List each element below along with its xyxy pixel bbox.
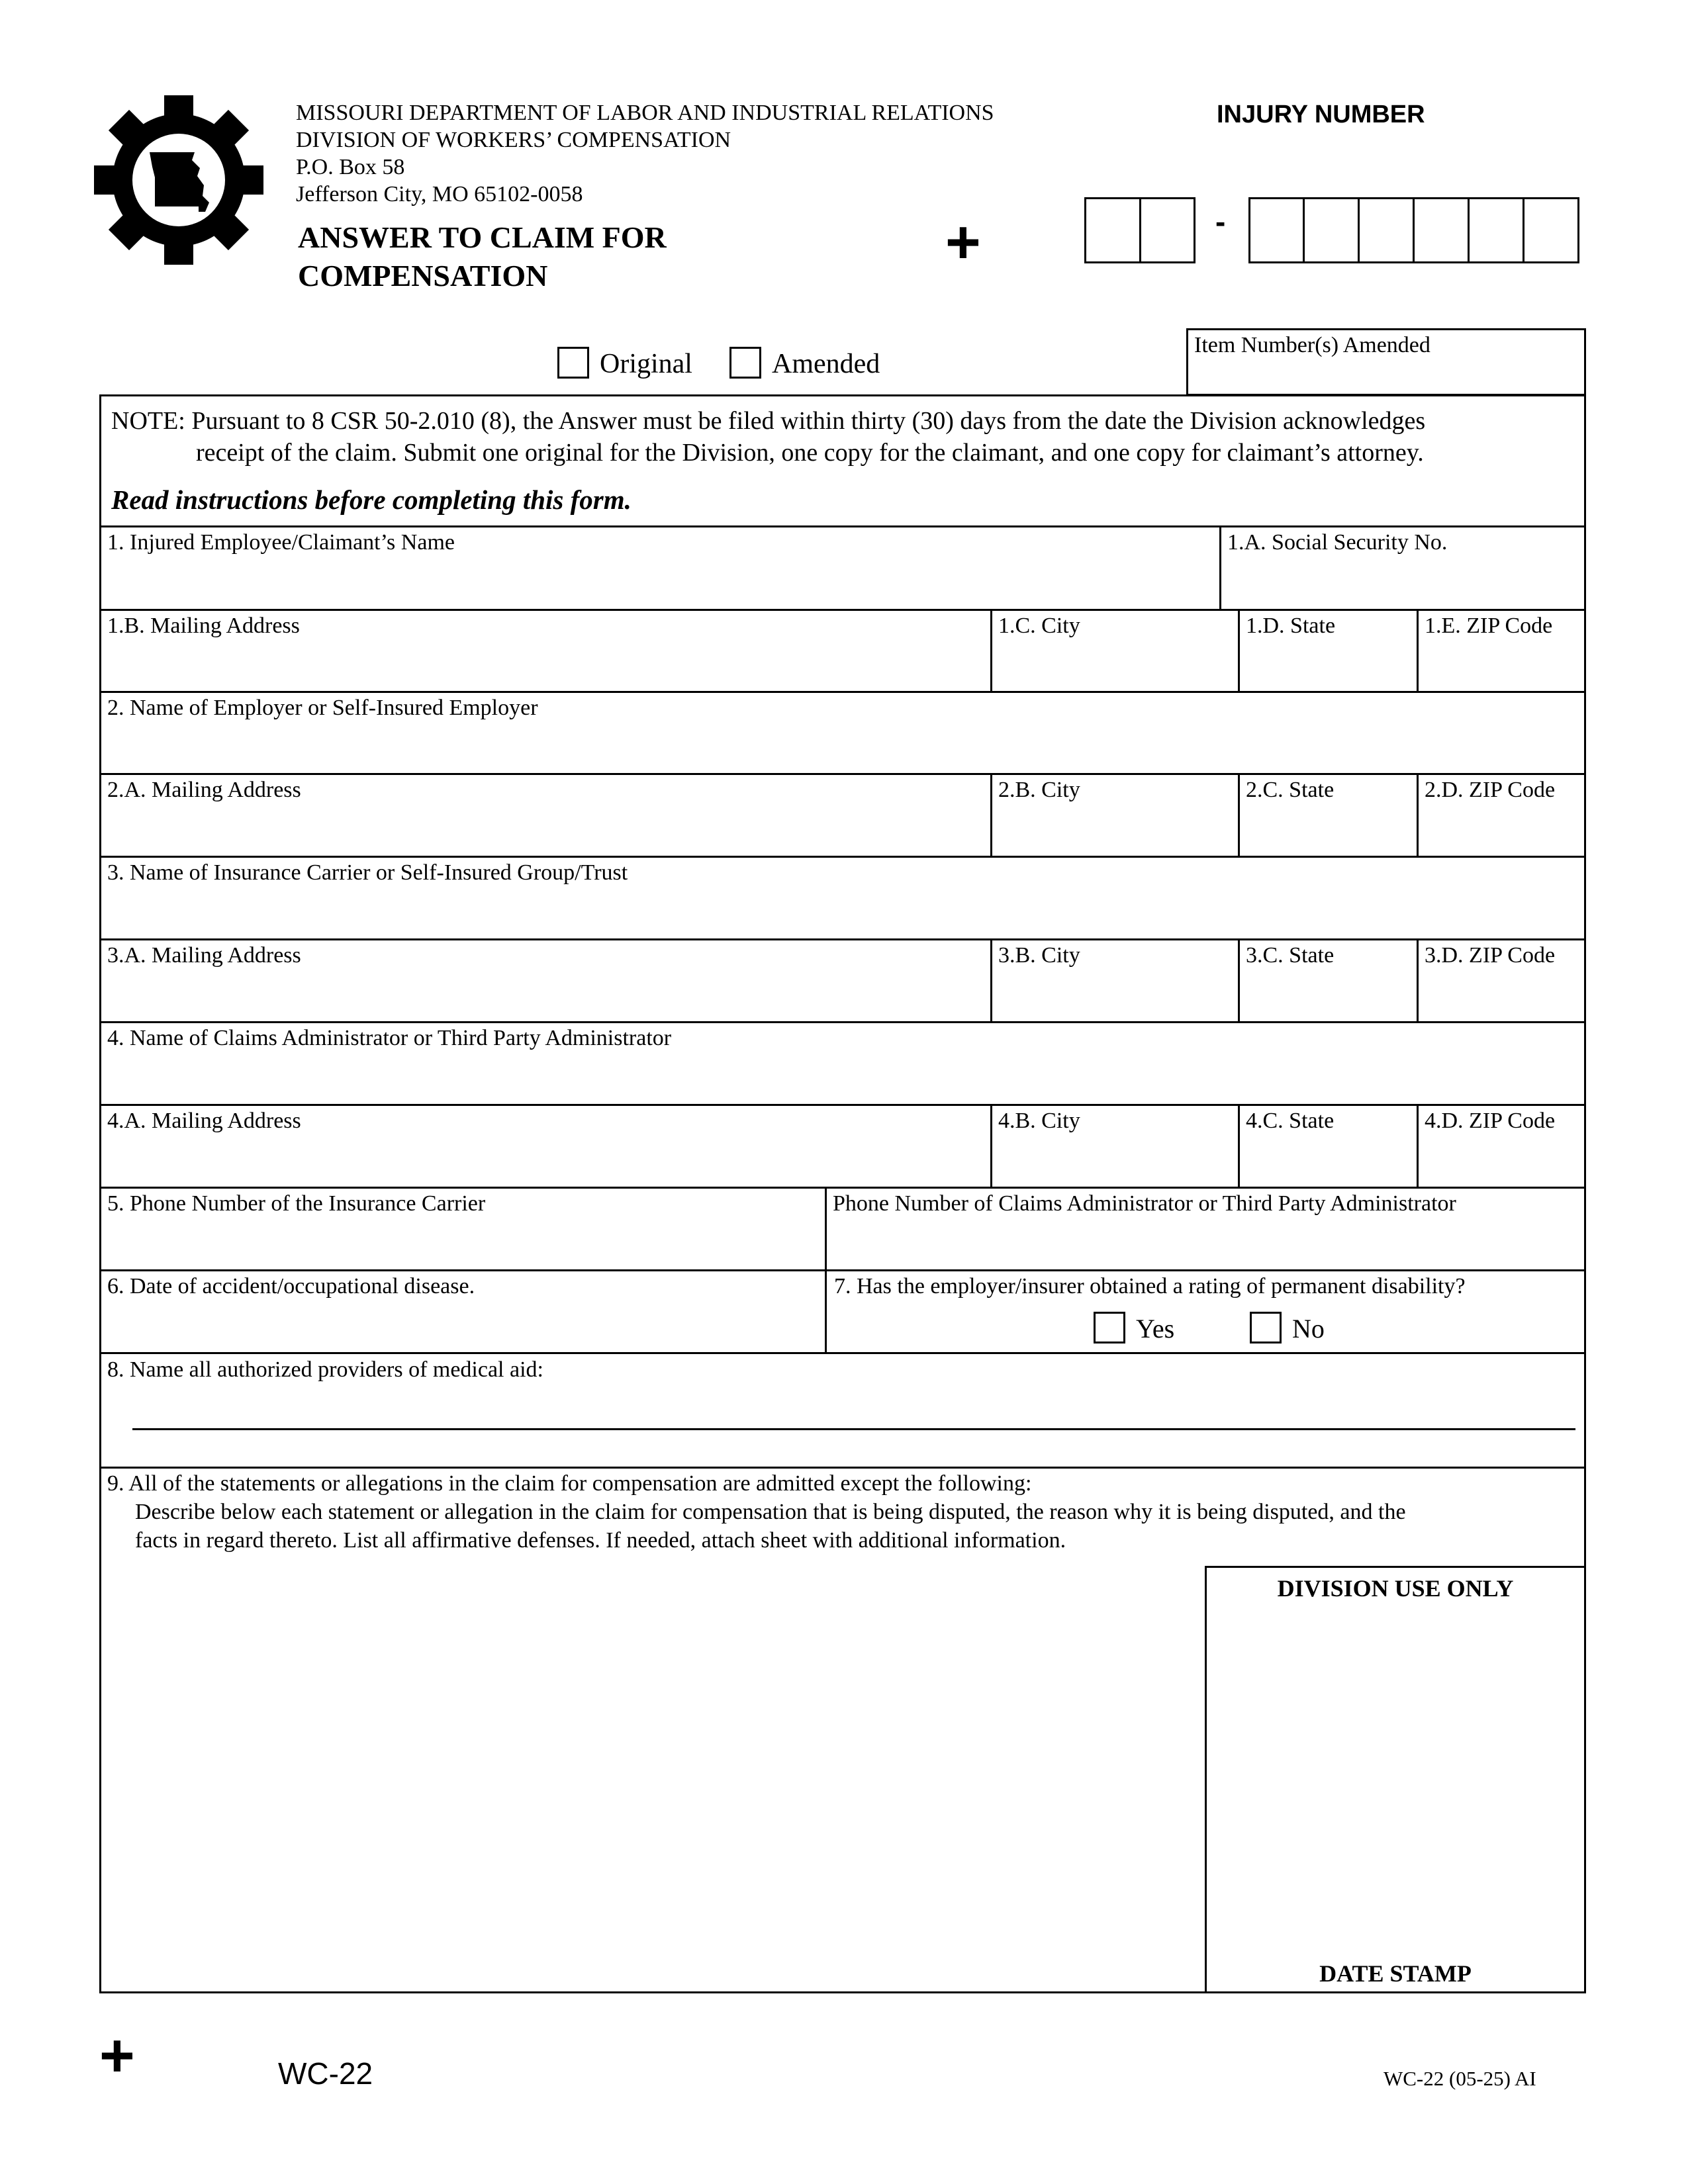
injury-number-label: INJURY NUMBER <box>1217 101 1425 128</box>
department-name: MISSOURI DEPARTMENT OF LABOR AND INDUSTRIAL RELATIONS <box>296 101 994 125</box>
instructions-note: Read instructions before completing this form. <box>111 484 632 515</box>
disability-rating-no-label: No <box>1292 1314 1325 1343</box>
medical-providers-line <box>132 1428 1575 1430</box>
disputed-statements-line1: 9. All of the statements or allegations in the claim for compensation are admitted except the following: <box>107 1471 1032 1496</box>
note-line2: receipt of the claim. Submit one original for the Division, one copy for the claimant, and one copy for claimant’s attorney. <box>196 439 1424 467</box>
date-stamp-label: DATE STAMP <box>1319 1960 1472 1987</box>
disability-rating-yes-checkbox[interactable] <box>1094 1312 1125 1343</box>
disputed-statements-line3: facts in regard thereto. List all affirmative defenses. If needed, attach sheet with additional information. <box>135 1528 1066 1553</box>
ssn-label: 1.A. Social Security No. <box>1227 530 1448 555</box>
carrier-mailing-address-label: 3.A. Mailing Address <box>107 943 301 968</box>
amended-label: Amended <box>772 349 880 379</box>
missouri-gear-seal-icon <box>93 94 265 266</box>
form-revision: WC-22 (05-25) AI <box>1383 2067 1536 2090</box>
division-use-box <box>1205 1566 1586 1993</box>
carrier-city-label: 3.B. City <box>998 943 1080 968</box>
medical-providers-field[interactable] <box>132 1390 1575 1430</box>
disability-rating-no-checkbox[interactable] <box>1250 1312 1282 1343</box>
carrier-state-label: 3.C. State <box>1246 943 1335 968</box>
carrier-zip-label: 3.D. ZIP Code <box>1425 943 1556 968</box>
claimant-zip-label: 1.E. ZIP Code <box>1425 614 1553 638</box>
insurance-carrier-name-label: 3. Name of Insurance Carrier or Self-Insured Group/Trust <box>107 860 628 885</box>
form-title-line1: ANSWER TO CLAIM FOR <box>298 220 667 254</box>
original-checkbox[interactable] <box>557 347 589 379</box>
item-numbers-amended-label: Item Number(s) Amended <box>1194 333 1430 357</box>
registration-mark-top: + <box>945 208 981 276</box>
disputed-statements-line2: Describe below each statement or allegation in the claim for compensation that is being disputed, the reason why it is being disputed, and the <box>135 1500 1406 1524</box>
division-use-title: DIVISION USE ONLY <box>1277 1575 1514 1602</box>
employer-city-label: 2.B. City <box>998 778 1080 802</box>
employer-name-label: 2. Name of Employer or Self-Insured Employer <box>107 696 538 720</box>
original-label: Original <box>600 349 692 379</box>
city-line: Jefferson City, MO 65102-0058 <box>296 182 583 206</box>
disability-rating-question: 7. Has the employer/insurer obtained a rating of permanent disability? <box>834 1274 1466 1298</box>
claims-administrator-name-label: 4. Name of Claims Administrator or Third Party Administrator <box>107 1026 672 1050</box>
carrier-phone-label: 5. Phone Number of the Insurance Carrier <box>107 1191 486 1216</box>
medical-providers-label: 8. Name all authorized providers of medical aid: <box>107 1357 543 1382</box>
amended-checkbox[interactable] <box>729 347 761 379</box>
administrator-mailing-address-label: 4.A. Mailing Address <box>107 1109 301 1133</box>
employer-mailing-address-label: 2.A. Mailing Address <box>107 778 301 802</box>
injury-number-separator: - <box>1215 205 1226 239</box>
employer-state-label: 2.C. State <box>1246 778 1335 802</box>
division-name: DIVISION OF WORKERS’ COMPENSATION <box>296 128 731 152</box>
disability-rating-yes-label: Yes <box>1136 1314 1175 1343</box>
claimant-state-label: 1.D. State <box>1246 614 1336 638</box>
administrator-city-label: 4.B. City <box>998 1109 1080 1133</box>
registration-mark-bottom: + <box>99 2022 135 2089</box>
note-line1: NOTE: Pursuant to 8 CSR 50-2.010 (8), the Answer must be filed within thirty (30) days from the date the Division acknowledges <box>111 407 1426 435</box>
employer-zip-label: 2.D. ZIP Code <box>1425 778 1556 802</box>
po-box: P.O. Box 58 <box>296 155 405 179</box>
claimant-name-label: 1. Injured Employee/Claimant’s Name <box>107 530 455 555</box>
accident-date-label: 6. Date of accident/occupational disease. <box>107 1274 475 1298</box>
administrator-zip-label: 4.D. ZIP Code <box>1425 1109 1556 1133</box>
claimant-city-label: 1.C. City <box>998 614 1080 638</box>
form-title-line2: COMPENSATION <box>298 259 548 293</box>
administrator-state-label: 4.C. State <box>1246 1109 1335 1133</box>
administrator-phone-label: Phone Number of Claims Administrator or Third Party Administrator <box>833 1191 1456 1216</box>
disputed-statements-field[interactable] <box>106 1569 1205 1985</box>
form-code: WC-22 <box>278 2056 373 2091</box>
claimant-mailing-address-label: 1.B. Mailing Address <box>107 614 300 638</box>
